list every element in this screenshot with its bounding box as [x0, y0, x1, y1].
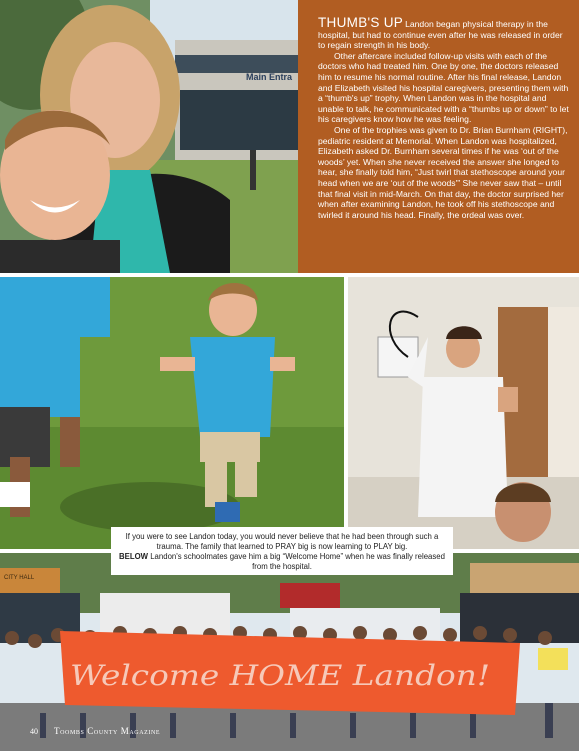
article-headline: THUMB'S UP [318, 15, 404, 30]
caption-line-2: Landon's schoolmates gave him a big “Welcome Home” when he was finally released from the hospital. [150, 552, 445, 571]
photo-mother-and-son [0, 0, 298, 273]
article-paragraph-1 [318, 15, 569, 51]
hospital-sign: Main Entra [246, 72, 293, 82]
article-paragraph-3: One of the trophies was given to Dr. Brian Burnham (RIGHT), pediatric resident at Memorial. When Landon was hospitalized, Elizabeth asked Dr. Burnham several times if he was ‘out of the woods’ yet. When she never received the answer she longed to hear, she finally told him, “Just twirl that stethoscope around your head when we are ‘out of the woods'” She never saw that – until that final visit in mid-March. On that day, the doctor surprised her when after examining Landon, he took off his stethoscope and twirled it around his head. Finally, the ordeal was over. [318, 124, 568, 220]
photo-welcome-home-banner [0, 553, 579, 751]
caption-label: BELOW [119, 552, 149, 561]
magazine-name: Toombs County Magazine [54, 726, 161, 736]
caption-line-1: If you were to see Landon today, you would never believe that he had been through such a trauma. The family that learned to PRAY big is now learning to PLAY big. [125, 532, 439, 551]
article-paragraph-2: Other aftercare included follow-up visits with each of the doctors who had treated him. One by one, the doctors released him to resume his normal routine. After his final release, Landon and Elizabeth visited his hospital caregivers, presenting them with a “thumb's up” trophy. When Landon was in the hospital and unable to talk, he communicated with a “thumbs up or down” to let his caregivers know how he was feeling. [318, 50, 569, 125]
photo-caption [111, 527, 453, 575]
photo-doctor-stethoscope [348, 277, 579, 549]
banner-text: Welcome HOME Landon! [70, 659, 490, 692]
photo-boy-running [0, 277, 344, 549]
article-paragraph-1-text: Landon began physical therapy in the hospital, but had to continue even after he was released in order to regain strength in his body. [318, 19, 563, 51]
page-footer [30, 725, 160, 737]
article-text-panel [298, 0, 579, 273]
page-number: 40 [30, 727, 38, 736]
building-sign: CITY HALL [4, 575, 35, 581]
